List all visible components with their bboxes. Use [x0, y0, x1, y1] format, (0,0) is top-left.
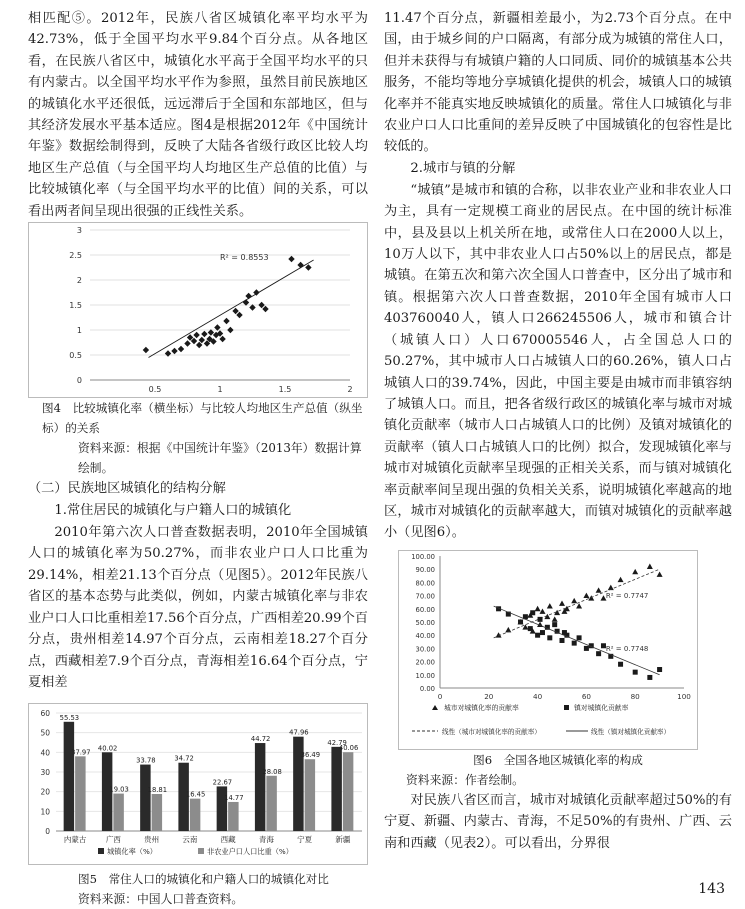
data-point-city — [571, 598, 577, 603]
data-point — [262, 306, 268, 312]
data-label: 42.79 — [327, 739, 347, 748]
data-point-city — [522, 624, 528, 629]
data-label: 37.97 — [71, 748, 91, 757]
section-heading: （二）民族地区城镇化的结构分解 — [28, 481, 226, 497]
data-point — [236, 312, 242, 318]
x-tick-label: 0 — [437, 691, 443, 701]
y-tick-label: 1 — [76, 326, 82, 336]
bar — [228, 802, 238, 831]
paragraph: “城镇”是城市和镇的合称，以非农业产业和非农业人口为主，具有一定规模工商业的居民点。在中国的统计标准中，县及县以上机关所在地，或常住人口在2000人以上，10万人以下，其中非农业人口占50%以上的居民点，都是城镇。在第五次和第六次全国人口普查中，区分出了城市和镇。根据第六次人口普查数据，2010年全国有城市人口403760040人，镇人口266245506人，城市和镇合计（城镇人口）人口670005546人，占全国总人口的50.27%，其中城市人口占城镇人口的60.26%，镇人口占城镇人口的39.74%，因此，中国主要是由城市而非镇容纳了城镇人口。而且，把各省级行政区的城镇化率与城市对城镇化贡献率（城市人口占城镇人口的比例）及镇对城镇化的贡献率（镇人口占城镇人口的比例）拟合，发现城镇化率与城市对城镇化贡献率呈现强的正相关关系，而与镇对城镇化率贡献率间呈现出强的负相关关系，说明城镇化率越高的地区，城市对城镇化的贡献率越大，而镇对城镇化的贡献率越小（见图6）。 — [384, 182, 732, 541]
data-point-town — [647, 675, 652, 680]
data-point — [227, 327, 233, 333]
y-tick-label: 50 — [40, 728, 50, 738]
data-label: 36.49 — [300, 751, 321, 760]
data-point-city — [632, 569, 638, 574]
legend-swatch — [98, 848, 104, 854]
bar — [152, 794, 162, 831]
y-tick-label: 0 — [76, 376, 82, 386]
x-tick-label: 1.5 — [278, 385, 292, 395]
trend-line — [149, 260, 314, 358]
data-point — [165, 350, 171, 356]
x-tick-label: 宁夏 — [297, 835, 313, 845]
data-point-city — [535, 606, 541, 611]
legend-swatch — [198, 848, 204, 854]
legend-label: 非农业户口人口比重（%） — [207, 847, 293, 857]
fig6-source: 资料来源：作者绘制。 — [406, 772, 524, 787]
data-point-town — [530, 610, 535, 615]
data-point-city — [596, 587, 602, 592]
data-label: 16.45 — [185, 790, 206, 799]
data-point — [184, 340, 190, 346]
data-point-town — [528, 626, 533, 631]
data-point-city — [552, 616, 558, 621]
data-label: 44.72 — [250, 735, 271, 744]
bar — [75, 757, 85, 832]
data-point-town — [577, 635, 582, 640]
x-tick-label: 广西 — [105, 835, 121, 845]
fig6-caption: 图6 全国各地区城镇化率的构成 — [473, 752, 643, 767]
data-point — [143, 347, 149, 353]
trend-line — [494, 569, 660, 638]
y-tick-label: 80.00 — [415, 579, 435, 588]
data-label: 33.78 — [136, 756, 156, 765]
data-label: 28.08 — [262, 768, 282, 777]
data-label: 18.81 — [147, 786, 168, 795]
data-point-city — [547, 603, 553, 608]
x-tick-label: 内蒙古 — [63, 835, 87, 845]
data-point — [219, 336, 225, 342]
x-tick-label: 云南 — [182, 835, 198, 845]
x-tick-label: 青海 — [258, 835, 274, 845]
data-label: 55.53 — [59, 714, 80, 723]
data-point — [193, 332, 199, 338]
x-tick-label: 2 — [347, 385, 353, 395]
x-tick-label: 贵州 — [144, 835, 160, 845]
data-point — [232, 308, 238, 314]
fig4-caption: 图4 比较城镇化率（横坐标）与比较人均地区生产总值（纵坐标）的关系 — [42, 401, 363, 436]
y-tick-label: 90.00 — [415, 565, 435, 574]
x-tick-label: 60 — [581, 691, 591, 701]
data-point-town — [538, 617, 543, 622]
x-tick-label: 20 — [484, 691, 494, 701]
data-label: 40.02 — [97, 744, 118, 753]
data-point-city — [559, 600, 565, 605]
y-tick-label: 100.00 — [411, 552, 435, 561]
x-tick-label: 1 — [217, 385, 223, 395]
y-tick-label: 30.00 — [415, 645, 435, 654]
paragraph: 对民族八省区而言，城市对城镇化贡献率超过50%的有宁夏、新疆、内蒙古、青海，不足50%的有贵州、广西、云南和西藏（见表2）。可以看出，分界很 — [384, 792, 732, 851]
legend-label: 线性（城市对城镇化率的贡献率） — [442, 727, 541, 736]
bar — [331, 747, 341, 831]
x-tick-label: 80 — [630, 691, 640, 701]
data-point — [258, 302, 264, 308]
bar — [140, 765, 150, 831]
data-point-town — [518, 619, 523, 624]
chart-frame — [29, 223, 368, 398]
bar — [266, 776, 276, 831]
r-squared-label: R² = 0.7747 — [605, 591, 649, 600]
y-tick-label: 70.00 — [415, 592, 435, 601]
data-point-town — [633, 669, 638, 674]
paragraph: 2010年第六次人口普查数据表明，2010年全国城镇人口的城镇化率为50.27%，而非农业户口人口比重为29.14%，相差21.13个百分点（见图5）。2012年民族八省区的基本态势与此类似，例如，内蒙古城镇化率与非农业户口人口比重相差17.56个百分点，广西相差20.99个百分点，贵州相差14.97个百分点，云南相差18.27个百分点，西藏相差7.9个百分点，青海相差16.64个百分点，宁夏相差 — [28, 525, 368, 690]
y-tick-label: 3 — [76, 226, 82, 236]
y-tick-label: 2 — [76, 276, 82, 286]
legend-label: 线性（镇对城镇化贡献率） — [591, 727, 671, 736]
data-point-town — [540, 630, 545, 635]
bar — [343, 753, 353, 832]
paragraph: 相匹配⑤。2012年，民族八省区城镇化率平均水平为42.73%，低于全国平均水平9.84个百分点。从各地区看，在民族八省区中，城镇化水平高于全国平均水平的只有内蒙古。以全国平均水平作为参照，虽然目前民族地区的城镇化水平还很低，远远滞后于全国和东部地区，但与其经济发展水平基本适应。图4是根据2012年《中国统计年鉴》数据绘制得到，反映了大陆各省级行政区比较人均地区生产总值（与全国平均人均地区生产总值的比值）与比较城镇化率（与全国平均水平的比值）间的关系，可以看出两者间呈现出很强的正线性关系。 — [28, 11, 368, 219]
subsection-heading: 1.常住居民的城镇化与户籍人口的城镇化 — [54, 503, 292, 519]
legend-label: 镇对城镇化贡献率 — [574, 703, 629, 712]
fig4-scatter-chart — [28, 222, 368, 398]
paragraph: 11.47个百分点，新疆相差最小，为2.73个百分点。在中国，由于城乡间的户口隔离，有部分成为城镇的常住人口，但并未获得与有城镇户籍的人口同质、同价的城镇基本公共服务，不能均等地分享城镇化提供的机会，城镇人口的城镇化率并不能真实地反映城镇化的质量。常住人口城镇化与非农业户口人口比重间的差异反映了中国城镇化的包容性是比较低的。 — [384, 11, 732, 155]
data-point — [178, 346, 184, 352]
data-label: 19.03 — [109, 785, 129, 794]
data-point-city — [647, 563, 653, 568]
data-point-town — [618, 661, 623, 666]
subsection-heading: 2.城市与镇的分解 — [410, 160, 516, 176]
data-point — [288, 256, 294, 262]
y-tick-label: 0.00 — [419, 684, 435, 693]
page-number: 143 — [698, 881, 725, 897]
bar — [255, 743, 265, 831]
fig4-source: 资料来源：根据《中国统计年鉴》（2013年）数据计算绘制。 — [78, 441, 362, 476]
data-label: 47.96 — [289, 728, 309, 737]
data-point-city — [583, 592, 589, 597]
fig5-source: 资料来源：中国人口普查资料。 — [78, 892, 244, 907]
y-tick-label: 1.5 — [69, 301, 82, 311]
data-point-town — [584, 646, 589, 651]
data-point — [201, 331, 207, 337]
left-column — [28, 8, 368, 909]
y-tick-label: 20.00 — [415, 658, 435, 667]
bar — [305, 760, 315, 832]
data-point-town — [560, 638, 565, 643]
data-point-town — [572, 640, 577, 645]
y-tick-label: 10 — [40, 807, 50, 817]
x-tick-label: 新疆 — [335, 835, 351, 845]
fig5-caption: 图5 常住人口的城镇化和户籍人口的城镇化对比 — [78, 872, 329, 887]
fig6-scatter-chart — [398, 550, 698, 750]
data-label: 22.67 — [212, 778, 233, 787]
y-tick-label: 0 — [45, 827, 50, 837]
data-label: 14.77 — [224, 794, 244, 803]
r-squared-label: R² = 0.8553 — [220, 253, 269, 263]
y-tick-label: 30 — [40, 768, 50, 778]
x-tick-label: 100 — [677, 691, 691, 701]
data-label: 34.72 — [174, 755, 194, 764]
y-tick-label: 10.00 — [415, 671, 435, 680]
bar — [190, 799, 200, 831]
r-squared-label: R² = 0.7748 — [605, 644, 649, 653]
y-tick-label: 60.00 — [415, 605, 435, 614]
data-point-town — [547, 635, 552, 640]
x-tick-label: 0.5 — [148, 385, 162, 395]
x-tick-label: 40 — [533, 691, 543, 701]
data-point — [223, 318, 229, 324]
legend-label: 城市对城镇化率的贡献率 — [444, 703, 519, 712]
y-tick-label: 50.00 — [415, 618, 435, 627]
data-point-town — [657, 667, 662, 672]
y-tick-label: 60 — [40, 709, 50, 719]
chart-frame — [399, 550, 698, 749]
legend-marker-square — [564, 705, 569, 710]
y-tick-label: 0.5 — [69, 351, 82, 361]
x-tick-label: 西藏 — [220, 835, 236, 845]
right-column — [384, 8, 732, 854]
data-point-city — [618, 577, 624, 582]
y-tick-label: 20 — [40, 787, 50, 797]
trend-line — [494, 606, 660, 675]
data-point — [305, 264, 311, 270]
y-tick-label: 40 — [40, 748, 50, 758]
data-point-city — [576, 603, 582, 608]
fig5-bar-chart — [28, 703, 368, 865]
bar — [64, 722, 74, 831]
legend-label: 城镇化率（%） — [107, 847, 157, 857]
bar — [113, 794, 123, 831]
data-label: 40.06 — [338, 744, 359, 753]
data-point-town — [596, 651, 601, 656]
data-point-town — [552, 622, 557, 627]
data-point-town — [535, 632, 540, 637]
legend-marker-triangle — [432, 705, 438, 710]
data-point-city — [657, 571, 663, 576]
data-point — [171, 348, 177, 354]
y-tick-label: 2.5 — [69, 251, 82, 261]
y-tick-label: 40.00 — [415, 631, 435, 640]
